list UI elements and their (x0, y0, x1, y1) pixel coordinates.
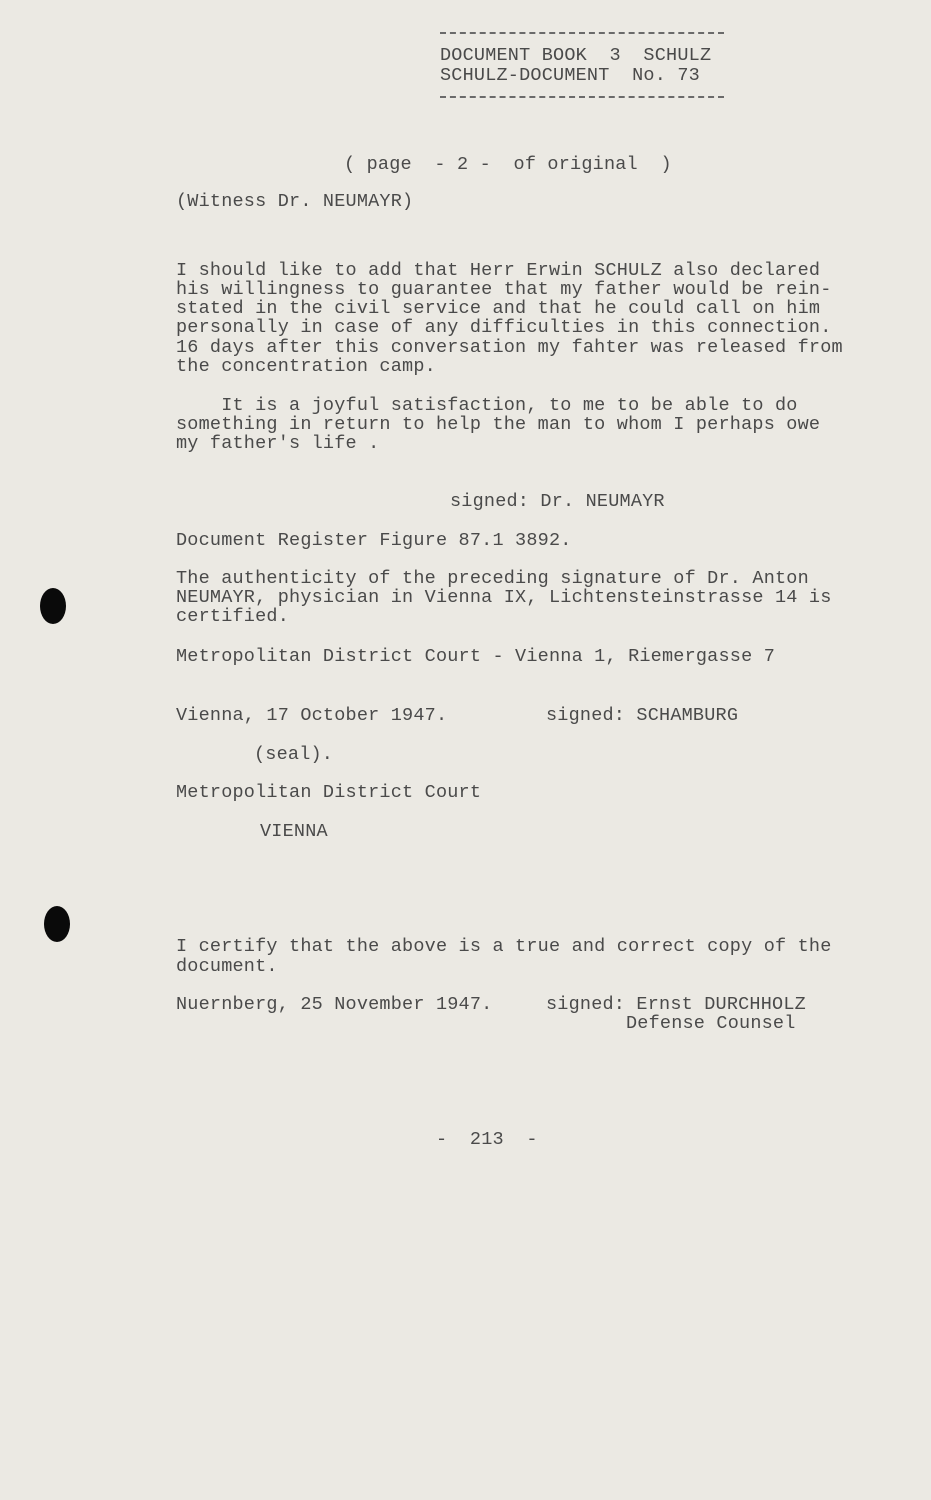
page-number: - 213 - (436, 1129, 538, 1150)
authenticity-line: The authenticity of the preceding signature of Dr. Anton (176, 568, 809, 589)
punch-hole-top (40, 588, 66, 624)
certification-line: I certify that the above is a true and correct copy of the (176, 936, 832, 957)
court-city: VIENNA (260, 821, 328, 842)
signature-durchholz: signed: Ernst DURCHHOLZ (546, 994, 806, 1015)
paragraph-line: his willingness to guarantee that my father would be rein- (176, 279, 832, 300)
paragraph-line: stated in the civil service and that he could call on him (176, 298, 821, 319)
nuernberg-date: Nuernberg, 25 November 1947. (176, 994, 493, 1015)
punch-hole-bottom (44, 906, 70, 942)
witness-label: (Witness Dr. NEUMAYR) (176, 191, 414, 212)
paragraph-line: personally in case of any difficulties in this connection. (176, 317, 832, 338)
paragraph-line: something in return to help the man to whom I perhaps owe (176, 414, 821, 435)
header-bottom-rule (440, 96, 724, 98)
header-document-number: SCHULZ-DOCUMENT No. 73 (440, 65, 700, 86)
paragraph-line: It is a joyful satisfaction, to me to be able to do (176, 395, 798, 416)
certification-line: document. (176, 956, 278, 977)
vienna-date: Vienna, 17 October 1947. (176, 705, 448, 726)
header-top-rule (440, 32, 724, 34)
page-of-original-note: ( page - 2 - of original ) (344, 154, 672, 175)
header-document-book: DOCUMENT BOOK 3 SCHULZ (440, 45, 712, 66)
authenticity-line: NEUMAYR, physician in Vienna IX, Lichtensteinstrasse 14 is (176, 587, 832, 608)
paragraph-line: 16 days after this conversation my fahter was released from (176, 337, 843, 358)
paragraph-line: the concentration camp. (176, 356, 436, 377)
defense-counsel-title: Defense Counsel (626, 1013, 796, 1034)
paragraph-line: my father's life . (176, 433, 380, 454)
signature-neumayr: signed: Dr. NEUMAYR (450, 491, 665, 512)
authenticity-line: certified. (176, 606, 290, 627)
seal-label: (seal). (254, 744, 334, 765)
court-address: Metropolitan District Court - Vienna 1, Riemergasse 7 (176, 646, 775, 667)
paragraph-line: I should like to add that Herr Erwin SCHULZ also declared (176, 260, 821, 281)
document-register: Document Register Figure 87.1 3892. (176, 530, 572, 551)
signature-schamburg: signed: SCHAMBURG (546, 705, 739, 726)
court-name: Metropolitan District Court (176, 782, 482, 803)
